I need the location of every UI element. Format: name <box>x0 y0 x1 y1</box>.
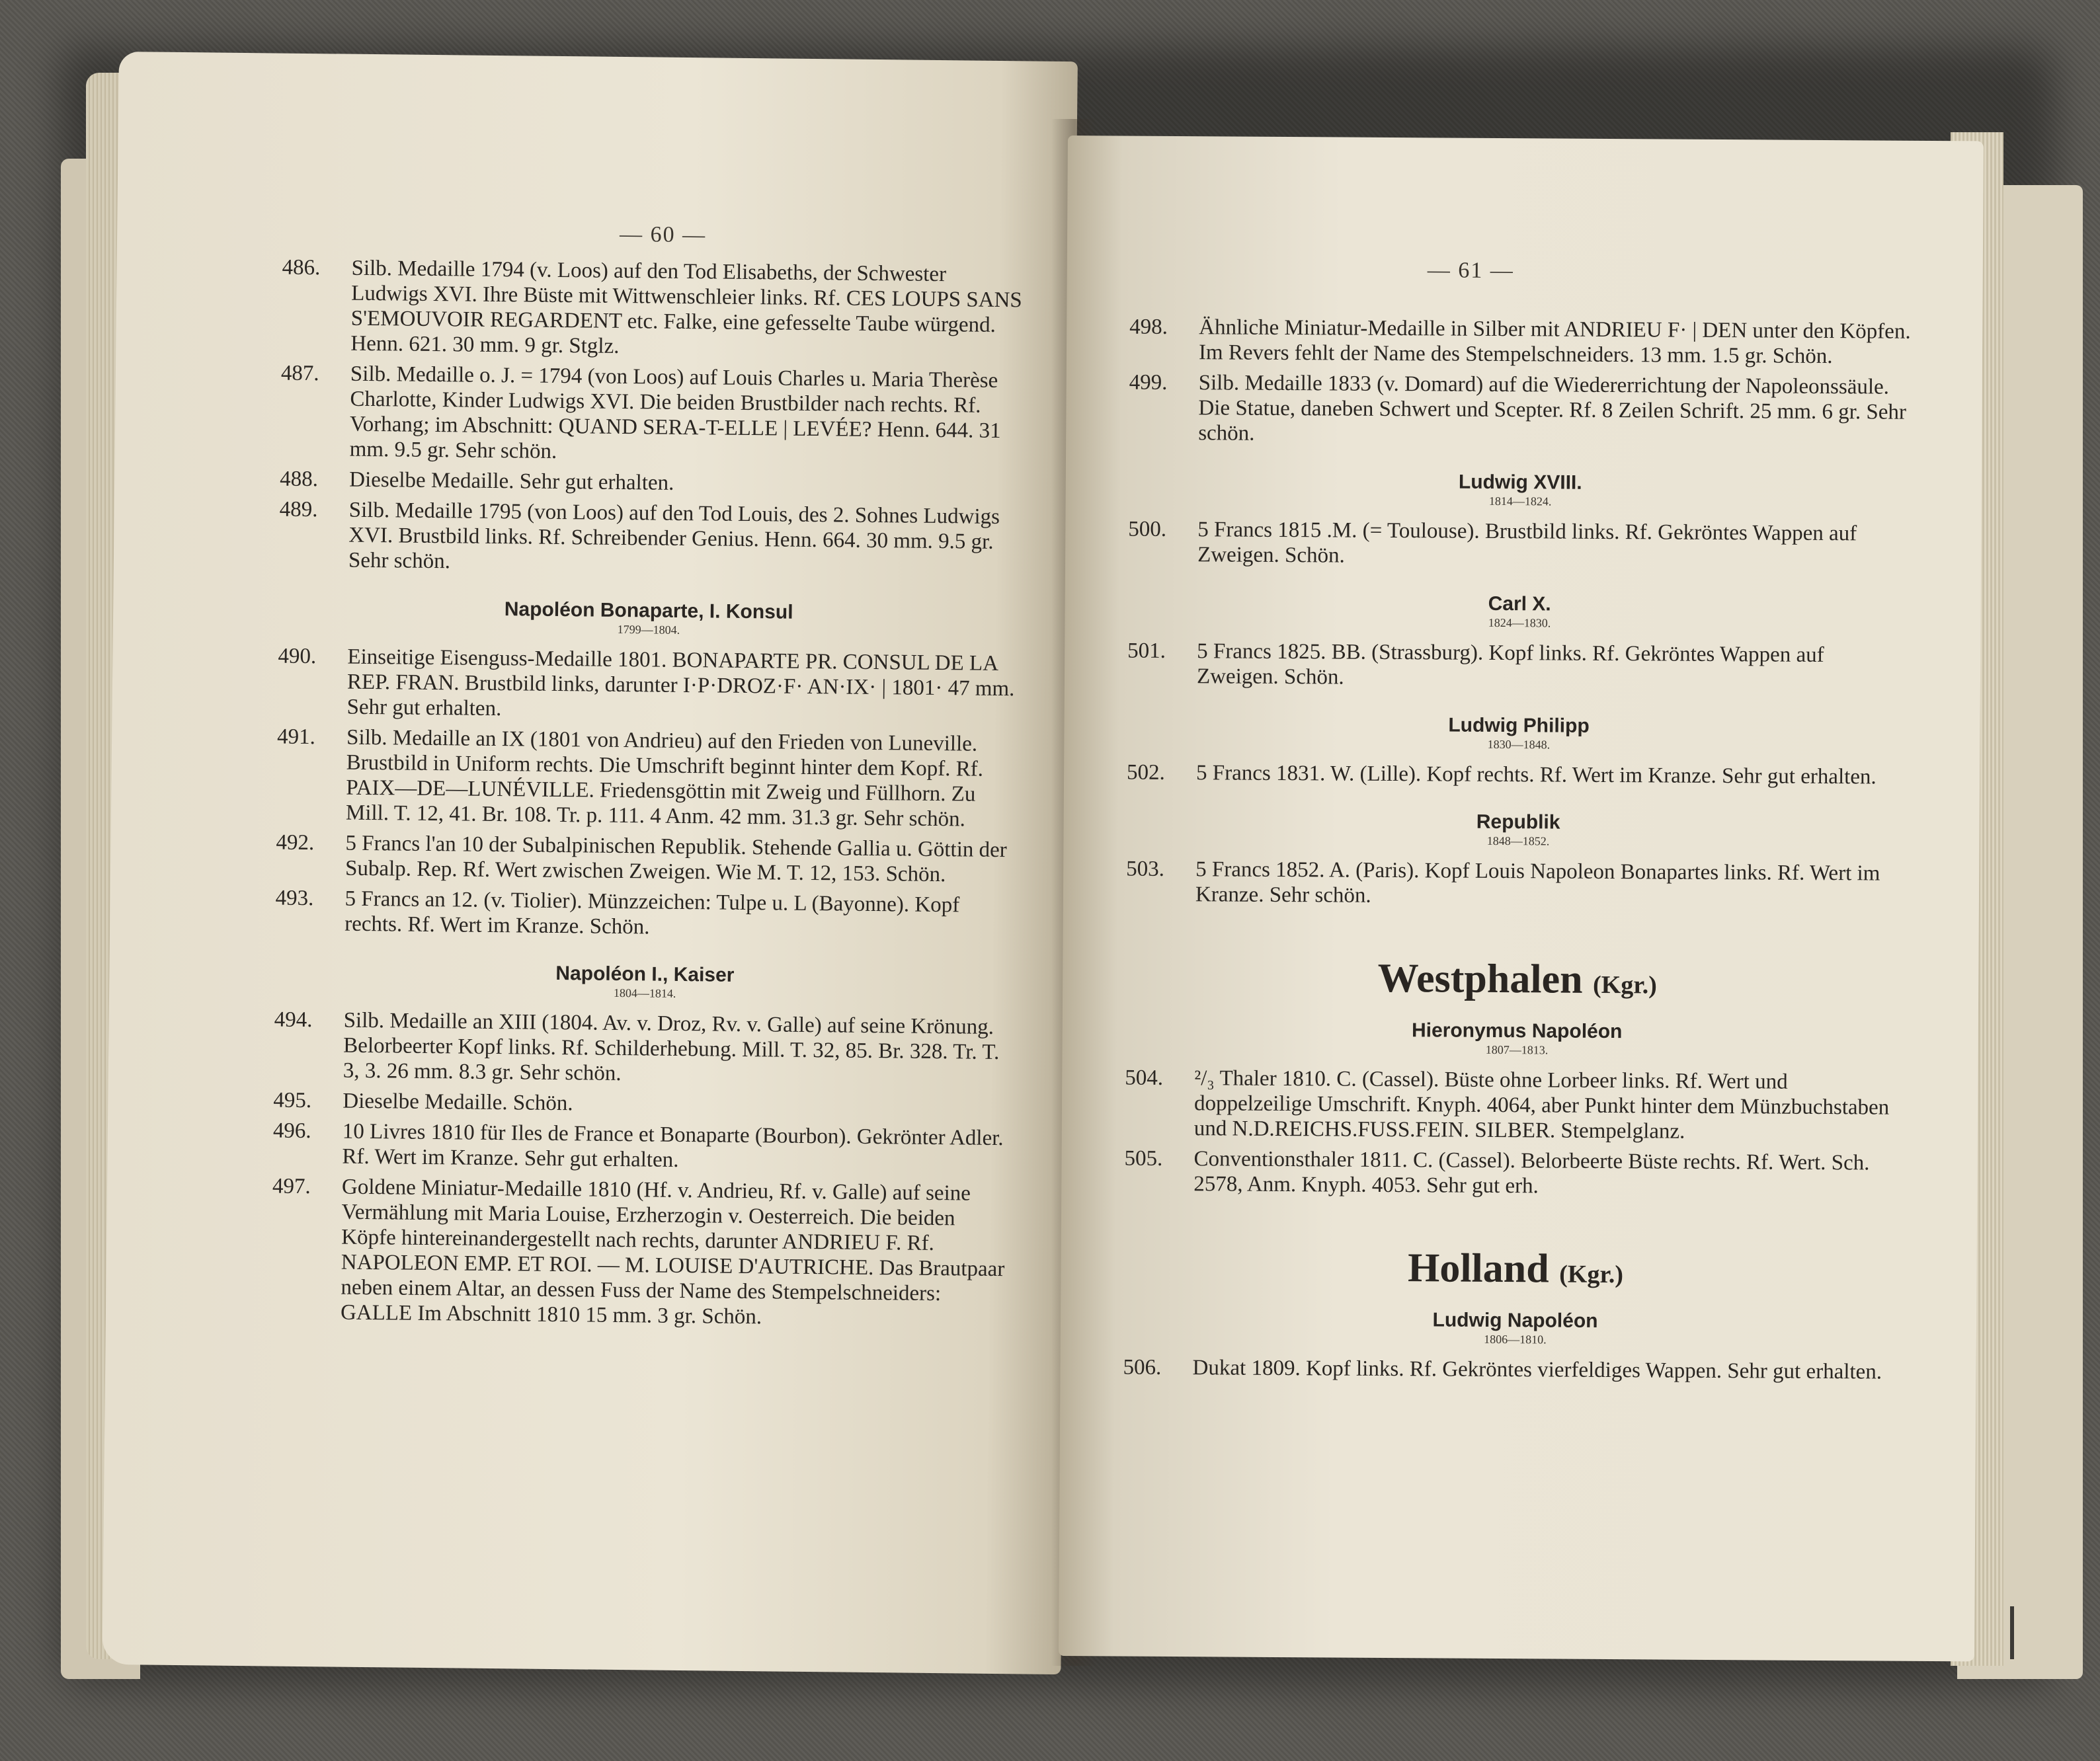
entry-list <box>1124 1066 1908 1201</box>
entry-text: 10 Livres 1810 für Iles de France et Bonaparte (Bourbon). Gekrönter Adler. Rf. Wert im Kranze. Sehr gut erhalten. <box>342 1119 1004 1172</box>
entry-number: 486. <box>282 255 321 280</box>
entry-number: 495. <box>273 1088 312 1113</box>
entry-text: 5 Francs 1815 .M. (= Toulouse). Brustbild links. Rf. Gekröntes Wappen auf Zweigen. Schön. <box>1197 518 1857 568</box>
entry-number: 492. <box>276 830 315 855</box>
page-number: — 60 — <box>619 221 707 248</box>
page-number: — 61 — <box>1427 258 1514 284</box>
catalog-entry <box>277 644 1018 727</box>
catalog-entry <box>274 1007 1015 1091</box>
entry-number: 499. <box>1129 370 1168 395</box>
catalog-entry <box>1124 1146 1908 1201</box>
entry-number: 493. <box>275 886 314 911</box>
entry-number: 500. <box>1128 517 1167 541</box>
catalog-entry <box>1129 315 1913 370</box>
section-heading: Hieronymus Napoléon <box>1411 1019 1623 1043</box>
entry-text: Ähnliche Miniatur-Medaille in Silber mit ANDRIEU F· | DEN unter den Köpfen. Im Revers fehlt der Name des Stempelschneiders. 13 mm. 1.5 gr. Schön. <box>1198 315 1911 369</box>
section-heading: Ludwig Philipp <box>1448 714 1590 737</box>
catalog-entry <box>276 724 1018 833</box>
entry-list <box>275 644 1019 944</box>
entry-number: 498. <box>1129 315 1168 339</box>
catalog-entry <box>1123 1355 1907 1385</box>
catalog-entry <box>1127 760 1910 790</box>
catalog-entry <box>1127 639 1911 693</box>
country-suffix: (Kgr.) <box>1592 970 1657 999</box>
catalog-entry <box>1126 857 1910 912</box>
country-title: Holland <box>1407 1245 1549 1292</box>
entry-text: Conventionsthaler 1811. C. (Cassel). Belorbeerte Büste rechts. Rf. Wert. Sch. 2578, Anm. Knyph. 4053. Sehr gut erh. <box>1193 1147 1870 1198</box>
catalog-entry <box>271 1174 1013 1333</box>
country-heading <box>1125 953 1909 1011</box>
entry-number: 501. <box>1127 639 1166 663</box>
catalog-entry <box>275 886 1016 944</box>
section-heading: Napoléon Bonaparte, I. Konsul <box>504 598 793 623</box>
entry-text: Silb. Medaille 1833 (v. Domard) auf die Wiedererrichtung der Napoleonssäule. Die Statue, daneben Schwert und Scepter. Rf. 8 Zeilen Schrift. 25 mm. 6 gr. Sehr schön. <box>1198 371 1907 446</box>
section-heading: Ludwig XVIII. <box>1458 471 1582 494</box>
entry-number: 497. <box>272 1174 311 1199</box>
country-heading <box>1123 1243 1907 1300</box>
section-heading: Carl X. <box>1488 592 1551 615</box>
page-edge-mark <box>2010 1606 2014 1659</box>
catalog-entry <box>276 830 1017 888</box>
catalog-entry <box>272 1118 1014 1177</box>
country-suffix: (Kgr.) <box>1559 1260 1624 1289</box>
section-dates: 1806—1810. <box>1484 1332 1547 1347</box>
entry-number: 504. <box>1125 1066 1164 1090</box>
entry-number: 490. <box>278 644 317 669</box>
entry-number: 496. <box>272 1118 311 1144</box>
entry-text: Silb. Medaille 1795 (von Loos) auf den Tod Louis, des 2. Sohnes Ludwigs XVI. Brustbild links. Rf. Schreibender Genius. Henn. 664. 30 mm. 9.5 gr. Sehr schön. <box>348 498 1000 574</box>
entry-number: 505. <box>1124 1146 1163 1171</box>
entry-text: Silb. Medaille an XIII (1804. Av. v. Droz, Rv. v. Galle) auf seine Krönung. Belorbeerter Kopf links. Rf. Schilderhebung. Mill. T. 32, 85. Br. 328. Tr. T. 3, 3. 26 mm. 8.3 gr. Sehr schön. <box>343 1008 1000 1086</box>
entry-number: 494. <box>274 1007 313 1033</box>
catalog-entry <box>279 497 1020 580</box>
left-page-entries <box>271 255 1023 1338</box>
entry-text: 5 Francs 1852. A. (Paris). Kopf Louis Napoleon Bonapartes links. Rf. Wert im Kranze. Sehr schön. <box>1195 857 1880 908</box>
entry-list <box>1129 315 1913 450</box>
catalog-entry <box>273 1088 1014 1121</box>
section-dates: 1799—1804. <box>617 622 680 637</box>
section-dates: 1807—1813. <box>1485 1042 1549 1057</box>
catalog-entry <box>280 467 1020 500</box>
entry-number: 502. <box>1127 760 1165 785</box>
entry-text: Goldene Miniatur-Medaille 1810 (Hf. v. Andrieu, Rf. v. Galle) auf seine Vermählung mit Maria Louise, Erzherzogin v. Oesterreich. Die beiden Köpfe hintereinandergestellt nach rechts, darunter ANDRIEU F. Rf. NAPOLEON EMP. ET ROI. — M. LOUISE D'AUTRICHE. Das Brautpaar neben einem Altar, an dessen Fuss der Name des Stempelschneiders: GALLE Im Abschnitt 1810 15 mm. 3 gr. Schön. <box>340 1175 1005 1329</box>
entry-text: ²/₃ Thaler 1810. C. (Cassel). Büste ohne Lorbeer links. Rf. Wert und doppelzeilige Umschrift. Knyph. 4064, aber Punkt hinter dem Münzbuchstaben und N.D.REICHS.FUSS.FEIN. SILBER. Stempelglanz. <box>1193 1066 1890 1144</box>
section-dates: 1804—1814. <box>613 986 676 1000</box>
entry-number: 487. <box>280 361 319 386</box>
country-title: Westphalen <box>1377 955 1583 1002</box>
section-heading: Napoléon I., Kaiser <box>555 962 735 986</box>
entry-text: Silb. Medaille an IX (1801 von Andrieu) auf den Frieden von Luneville. Brustbild in Uniform rechts. Die Umschrift beginnt hinter dem Kopf. Rf. PAIX—DE—LUNÉVILLE. Friedensgöttin mit Zweig und Füllhorn. Zu Mill. T. 12, 41. Br. 108. Tr. p. 111. 4 Anm. 42 mm. 31.3 gr. Sehr schön. <box>345 725 984 832</box>
section-dates: 1814—1824. <box>1488 494 1552 508</box>
section-dates: 1830—1848. <box>1487 737 1551 752</box>
section-dates: 1824—1830. <box>1488 615 1551 630</box>
section-dates: 1848—1852. <box>1486 834 1550 848</box>
entry-list <box>271 1007 1015 1333</box>
entry-text: Silb. Medaille o. J. = 1794 (von Loos) auf Louis Charles u. Maria Therèse Charlotte, Kinder Ludwigs XVI. Die beiden Brustbilder nach rechts. Rf. Vorhang; im Abschnitt: QUAND SERA-T-ELLE | LEVÉE? Henn. 644. 31 mm. 9.5 gr. Sehr schön. <box>349 362 1001 463</box>
entry-text: Dieselbe Medaille. Schön. <box>343 1089 573 1116</box>
entry-text: Dieselbe Medaille. Sehr gut erhalten. <box>349 467 674 495</box>
entry-text: Einseitige Eisenguss-Medaille 1801. BONAPARTE PR. CONSUL DE LA REP. FRAN. Brustbild links, darunter I·P·DROZ·F· AN·IX· | 1801· 47 mm. Sehr gut erhalten. <box>346 645 1015 721</box>
catalog-entry <box>1125 1066 1909 1146</box>
entry-number: 506. <box>1123 1355 1162 1380</box>
entry-number: 488. <box>280 467 319 492</box>
entry-text: 5 Francs 1831. W. (Lille). Kopf rechts. Rf. Wert im Kranze. Sehr gut erhalten. <box>1196 761 1877 789</box>
entry-number: 489. <box>279 497 318 522</box>
right-page-entries <box>1123 315 1913 1390</box>
catalog-entry <box>280 361 1022 469</box>
catalog-entry <box>1128 517 1912 572</box>
entry-list <box>279 255 1023 580</box>
entry-text: 5 Francs l'an 10 der Subalpinischen Republik. Stehende Gallia u. Göttin der Subalp. Rep. Rf. Wert zwischen Zweigen. Wie M. T. 12, 153. Schön. <box>344 831 1007 887</box>
entry-number: 491. <box>276 724 316 750</box>
entry-text: 5 Francs 1825. BB. (Strassburg). Kopf links. Rf. Gekröntes Wappen auf Zweigen. Schön. <box>1196 639 1824 689</box>
catalog-entry <box>281 255 1023 364</box>
section-heading: Republik <box>1476 810 1560 834</box>
entry-text: Dukat 1809. Kopf links. Rf. Gekröntes vierfeldiges Wappen. Sehr gut erhalten. <box>1192 1356 1882 1384</box>
entry-text: Silb. Medaille 1794 (v. Loos) auf den Tod Elisabeths, der Schwester Ludwigs XVI. Ihre Büste mit Wittwenschleier links. Rf. CES LOUPS SANS S'EMOUVOIR REGARDENT etc. Falke, eine gefesselte Taube würgend. Henn. 621. 30 mm. 9 gr. Stglz. <box>350 256 1022 358</box>
left-page <box>102 52 1077 1674</box>
catalog-entry <box>1129 370 1913 450</box>
entry-number: 503. <box>1126 857 1165 881</box>
entry-text: 5 Francs an 12. (v. Tiolier). Münzzeichen: Tulpe u. L (Bayonne). Kopf rechts. Rf. Wert im Kranze. Schön. <box>344 886 960 939</box>
right-page <box>1059 136 1984 1661</box>
section-heading: Ludwig Napoléon <box>1432 1309 1598 1332</box>
